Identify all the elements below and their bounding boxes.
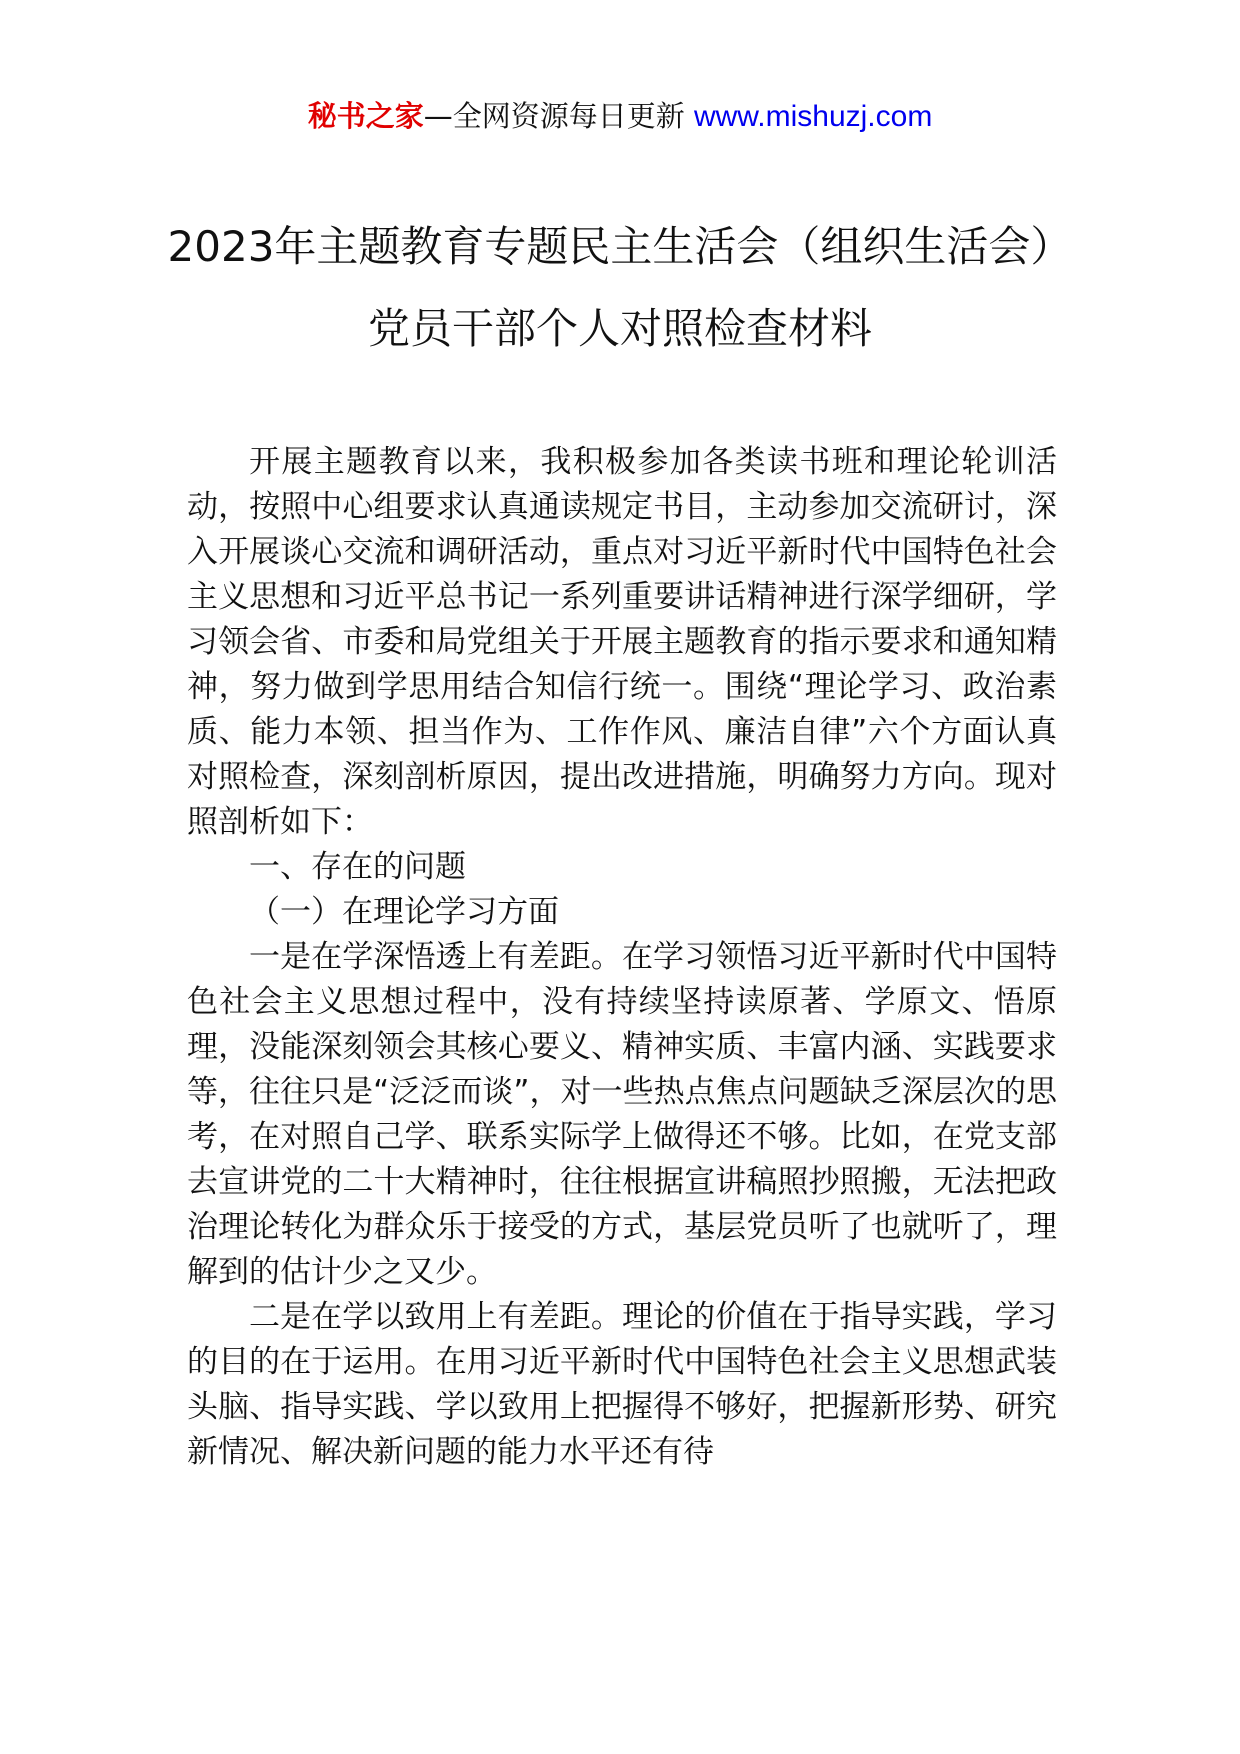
banner-brand: 秘书之家: [307, 99, 424, 133]
banner-url-link[interactable]: www.mishuzj.com: [693, 100, 933, 133]
site-banner: [0, 96, 1240, 137]
intro-paragraph: 开展主题教育以来，我积极参加各类读书班和理论轮训活动，按照中心组要求认真通读规定书目，主动参加交流研讨，深入开展谈心交流和调研活动，重点对习近平新时代中国特色社会主义思想和习近平总书记一系列重要讲话精神进行深学细研，学习领会省、市委和局党组关于开展主题教育的指示要求和通知精神，努力做到学思用结合知信行统一。围绕“理论学习、政治素质、能力本领、担当作为、工作作风、廉洁自律”六个方面认真对照检查，深刻剖析原因，提出改进措施，明确努力方向。现对照剖析如下：: [187, 444, 1057, 840]
subsection-heading: （一）在理论学习方面: [249, 894, 559, 930]
document-body: [187, 440, 1057, 1475]
section-heading: 一、存在的问题: [249, 849, 466, 885]
banner-slogan: —全网资源每日更新: [423, 99, 685, 133]
paragraph-point-two: 二是在学以致用上有差距。理论的价值在于指导实践，学习的目的在于运用。在用习近平新时代中国特色社会主义思想武装头脑、指导实践、学以致用上把握得不够好，把握新形势、研究新情况、解决新问题的能力水平还有待: [187, 1299, 1057, 1470]
paragraph-point-one: 一是在学深悟透上有差距。在学习领悟习近平新时代中国特色社会主义思想过程中，没有持续坚持读原著、学原文、悟原理，没能深刻领会其核心要义、精神实质、丰富内涵、实践要求等，往往只是“泛泛而谈”，对一些热点焦点问题缺乏深层次的思考，在对照自己学、联系实际学上做得还不够。比如，在党支部去宣讲党的二十大精神时，往往根据宣讲稿照抄照搬，无法把政治理论转化为群众乐于接受的方式，基层党员听了也就听了，理解到的估计少之又少。: [187, 939, 1057, 1290]
document-title: 2023年主题教育专题民主生活会（组织生活会）党员干部个人对照检查材料: [167, 222, 1073, 353]
